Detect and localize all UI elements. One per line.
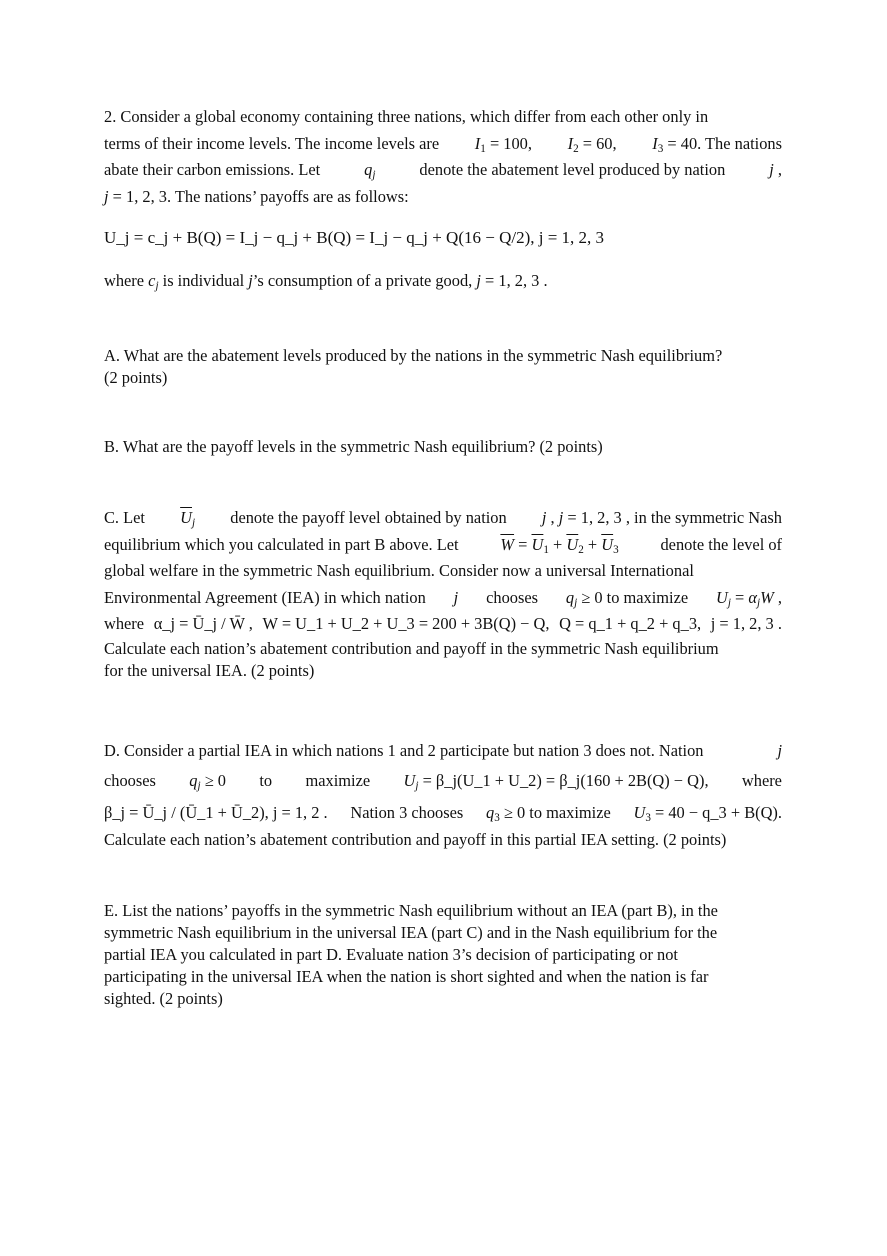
part-d-line-2: chooses $q_j \ge 0$ to maximize $U_j$ = β_j(U_1 + U_2) = β_j(160 + 2B(Q) − Q), where [104, 770, 782, 792]
part-d: D. Consider a partial IEA in which nations 1 and 2 participate but nation 3 does not. Nation j chooses $q_j \ge 0$ to maximize $U_j$ = β_j(U_1 + U_2) = β_j(160 + 2B(Q) − Q), where β_j = Ū_j / (Ū_1 + Ū_2), j = 1, 2 . Nation 3 chooses $q_3 \ge 0$ to maximize $U_3 = 40$ − q_3 + B(Q). Calculate each nation’s abatement contribution and payoff in this partial IEA setting. (2 points) [104, 738, 782, 851]
intro-line-1: 2. Consider a global economy containing three nations, which differ from each other only in [104, 107, 709, 126]
where-line: where $c_j$ is individual j’s consumption of a private good, j = 1, 2, 3 . [104, 271, 548, 293]
question-intro [104, 104, 782, 210]
intro-line-2: terms of their income levels. The income levels are $I_1 = 100$, $I_2 = 60$, $I_3 = 40$. The nations [104, 131, 782, 158]
part-b: B. What are the payoff levels in the symmetric Nash equilibrium? (2 points) [104, 437, 603, 456]
part-e: E. List the nations’ payoffs in the symmetric Nash equilibrium without an IEA (part B), in the symmetric Nash equilibrium in the universal IEA (part C) and in the Nash equilibrium for the partial IEA you calculated in part D. Evaluate nation 3’s decision of participating or not participating in the universal IEA when the nation is short sighted and when the nation is far sighted. (2 points) [104, 901, 718, 1008]
income-3: $I_3 = 40$. The nations [652, 133, 782, 155]
part-c-line-1: C. Let $\overline{U}_j$ denote the payoff level obtained by nation j , j = 1, 2, 3 , in the symmetric Nash [104, 508, 782, 530]
income-1: $I_1 = 100$, [474, 133, 532, 155]
intro-line-4: j = 1, 2, 3. The nations’ payoffs are as follows: [104, 186, 409, 206]
part-a: A. What are the abatement levels produced by the nations in the symmetric Nash equilibrium? (2 points) [104, 346, 723, 387]
part-d-line-1: D. Consider a partial IEA in which nations 1 and 2 participate but nation 3 does not. Nation j [104, 741, 782, 760]
part-c-line-2: equilibrium which you calculated in part B above. Let $\overline{W} = \overline{U}_1 + \overline{U}_2 + \overline{U}_3$ denote the level of [104, 534, 782, 556]
part-c-line-5: where α_j = Ū_j / W̄ , W = U_1 + U_2 + U_3 = 200 + 3B(Q) − Q, Q = q_1 + q_2 + q_3, j = 1, 2, 3 . [104, 614, 782, 633]
part-c: C. Let $\overline{U}_j$ denote the payoff level obtained by nation j , j = 1, 2, 3 , in the symmetric Nash equilibrium which you calculated in part B above. Let $\overline{W} = \overline{U}_1 + \overline{U}_2 + \overline{U}_3$ denote the level of global welfare in the symmetric Nash equilibrium. Consider now a universal International Environmental Agreement (IEA) in which nation j chooses $q_j \ge 0$ to maximize $U_j = \alpha_jW$ , where α_j = Ū_j / W̄ , W = U_1 + U_2 + U_3 = 200 + 3B(Q) − Q, Q = q_1 + q_2 + q_3, j = 1, 2, 3 . Calculate each nation’s abatement contribution and payoff in the symmetric Nash equilibrium for the universal IEA. (2 points) [104, 505, 782, 682]
intro-line-3: abate their carbon emissions. Let $q_j$ denote the abatement level produced by nation j , [104, 160, 782, 182]
part-c-line-4: Environmental Agreement (IEA) in which nation j chooses $q_j \ge 0$ to maximize $U_j = \alpha_jW$ , [104, 587, 782, 609]
payoff-equation: U_j = c_j + B(Q) = I_j − q_j + B(Q) = I_j − q_j + Q(16 − Q/2), j = 1, 2, 3 [104, 228, 605, 247]
part-c-line-3: global welfare in the symmetric Nash equilibrium. Consider now a universal International [104, 561, 694, 580]
part-d-line-3: β_j = Ū_j / (Ū_1 + Ū_2), j = 1, 2 . Nation 3 chooses $q_3 \ge 0$ to maximize $U_3 = 40$ − q_3 + B(Q). [104, 802, 782, 824]
income-2: $I_2 = 60$, [567, 133, 617, 155]
